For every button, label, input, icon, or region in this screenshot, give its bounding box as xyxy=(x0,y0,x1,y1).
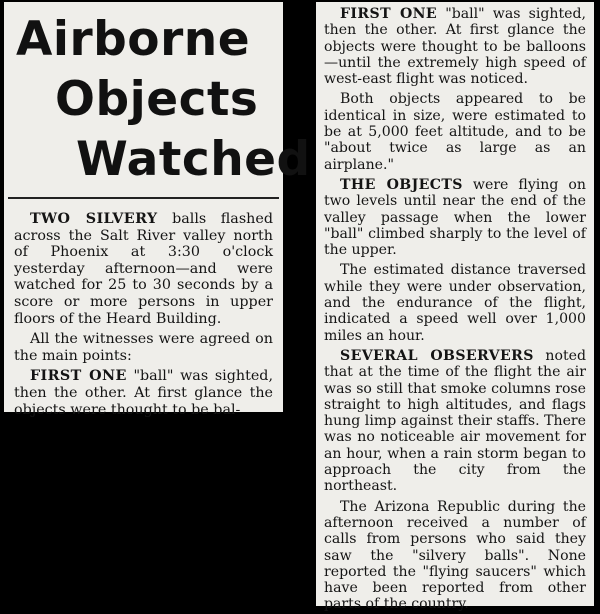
paragraph-lead: SEVERAL OBSERVERS xyxy=(340,347,534,364)
clipping-left-column xyxy=(4,2,311,418)
paragraph-witnesses xyxy=(14,331,273,364)
headline-line-2: Objects xyxy=(55,72,259,127)
paragraph-text: "ball" was sighted, then the other. At first glance the objects were thought to be balloons—until the extremely high speed of west-east flight was noticed. xyxy=(324,6,587,88)
paragraph-text: The Arizona Republic during the afternoon received a number of calls from persons who said they saw the "silvery balls". None reported the "flying saucers" which have been reported from other parts of the country. xyxy=(324,498,586,613)
paragraph-intro xyxy=(14,211,273,327)
paragraph-first-one xyxy=(14,368,273,418)
paragraph-observers xyxy=(324,348,586,495)
headline-line-3: Watched xyxy=(76,132,311,187)
paragraph-speed xyxy=(324,262,586,343)
paragraph-lead: THE OBJECTS xyxy=(340,176,463,193)
paragraph-first-one xyxy=(324,6,586,87)
headline-rule xyxy=(8,197,279,199)
paragraph-lead: FIRST ONE xyxy=(340,6,438,22)
paragraph-text: noted that at the time of the flight the air was so still that smoke columns rose straight to high altitudes, and flags hung limp against their staffs. There was no noticeable air movement for an hour, when a rain storm began to approach the city from the northeast. xyxy=(324,347,586,495)
paragraph-size xyxy=(324,91,586,172)
paragraph-lead: FIRST ONE xyxy=(30,368,127,385)
paragraph-text: balls flashed across the Salt River valley north of Phoenix at 3:30 o'clock yesterday afternoon—and were watched for 25 to 30 seconds by a score or more persons in upper floors of the Heard Building. xyxy=(14,211,273,327)
paragraph-text: All the witnesses were agreed on the main points: xyxy=(14,331,273,364)
paragraph-text: "ball" was sighted, then the other. At first glance the objects were thought to be bal- xyxy=(14,368,273,418)
headline-line-1: Airborne xyxy=(16,12,251,67)
paragraph-text: were flying on two levels until near the end of the valley passage when the lower "ball" climbed sharply to the level of the upper. xyxy=(324,176,586,259)
paragraph-lead: TWO SILVERY xyxy=(30,211,158,227)
paragraph-text: The estimated distance traversed while they were under observation, and the endurance of the flight, indicated a speed well over 1,000 miles an hour. xyxy=(324,262,586,344)
paragraph-republic xyxy=(324,499,586,613)
paragraph-text: Both objects appeared to be identical in size, were estimated to be at 5,000 feet altitude, and to be "about twice as large as an airplane." xyxy=(324,91,586,173)
paragraph-the-objects xyxy=(324,177,586,258)
clipping-right-column xyxy=(316,2,594,613)
